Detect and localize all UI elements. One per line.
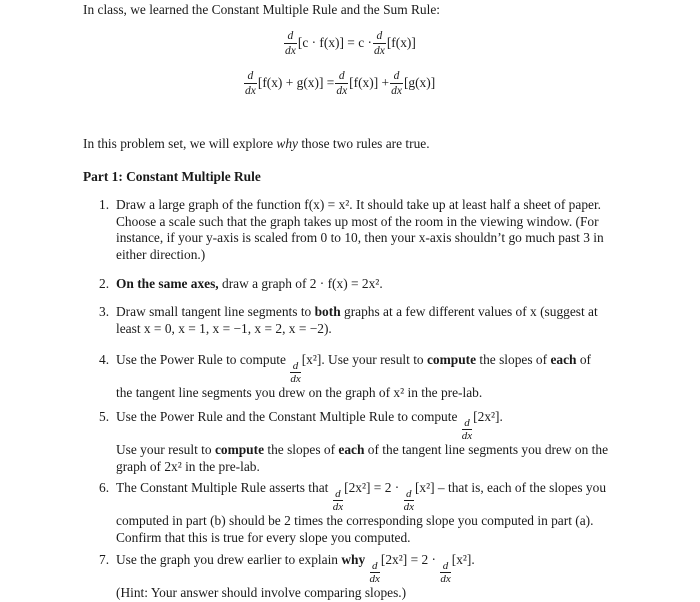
derivative-operator: $\frac{d}{dx}$ [369, 560, 380, 585]
derivative-operator: $\frac{d}{dx}$ [285, 30, 296, 57]
derivative-operator: $\frac{d}{dx}$ [290, 360, 301, 385]
eq2-lhs: [f(x) + g(x)] = [257, 75, 335, 91]
eq1-lhs: [c · f(x)] = c · [297, 35, 372, 51]
explore-text: In this problem set, we will explore why those two rules are true. [83, 136, 430, 151]
derivative-operator: $\frac{d}{dx}$ [336, 70, 348, 97]
list-item: 5. Use the Power Rule and the Constant Multiple Rule to compute $\frac{d}{dx}$ [2x²]. Use your result to compute the slopes of each of the tangent line segments you drew on the graph of 2x² in the pre-lab. [99, 409, 609, 474]
list-item: 6. The Constant Multiple Rule asserts that $\frac{d}{dx}$ [2x²] = 2 · $\frac{d}{dx}$ [x²] – that is, each of the slopes you computed in part (b) should be 2 times the corresponding slope you computed in part (a). Confirm that this is true for every slope you computed. [99, 480, 607, 545]
list-item: 4. Use the Power Rule to compute $\frac{d}{dx}$ [x²]. Use your result to compute the slopes of each of the tangent line segments you drew on the graph of x² in the pre-lab. [99, 352, 591, 400]
part-heading: Part 1: Constant Multiple Rule [83, 169, 261, 184]
eq2-mid: [f(x)] + [349, 75, 390, 91]
derivative-operator: $\frac{d}{dx}$ [440, 560, 451, 585]
intro-text: In class, we learned the Constant Multiple Rule and the Sum Rule: [83, 2, 441, 17]
derivative-operator: $\frac{d}{dx}$ [461, 417, 473, 442]
list-item: 1. Draw a large graph of the function f(x) = x². It should take up at least half a sheet of paper. Choose a scale such that the graph takes up most of the room in the viewing window. (For instance, if your y-axis is scaled from 0 to 10, then your x-axis shouldn’t go much past 3 in either direction.) [99, 197, 604, 262]
derivative-operator: $\frac{d}{dx}$ [245, 70, 256, 97]
list-item: 3. Draw small tangent line segments to both graphs at a few different values of x (suggest at least x = 0, x = 1, x = −1, x = 2, x = −2). [99, 304, 598, 336]
derivative-operator: $\frac{d}{dx}$ [403, 488, 414, 513]
derivative-operator: $\frac{d}{dx}$ [373, 30, 385, 57]
eq1-rhs: [f(x)] [386, 35, 416, 51]
sum-rule-equation [243, 70, 435, 97]
derivative-operator: $\frac{d}{dx}$ [391, 70, 402, 97]
list-item: 2. On the same axes, draw a graph of 2 · f(x) = 2x². [99, 276, 383, 291]
eq2-rhs: [g(x)] [403, 75, 436, 91]
derivative-operator: $\frac{d}{dx}$ [332, 488, 344, 513]
constant-multiple-rule-equation [283, 30, 416, 57]
list-item: 7. Use the graph you drew earlier to explain why $\frac{d}{dx}$ [2x²] = 2 · $\frac{d}{dx}$ [x²]. (Hint: Your answer should involve comparing slopes.) [99, 552, 475, 600]
